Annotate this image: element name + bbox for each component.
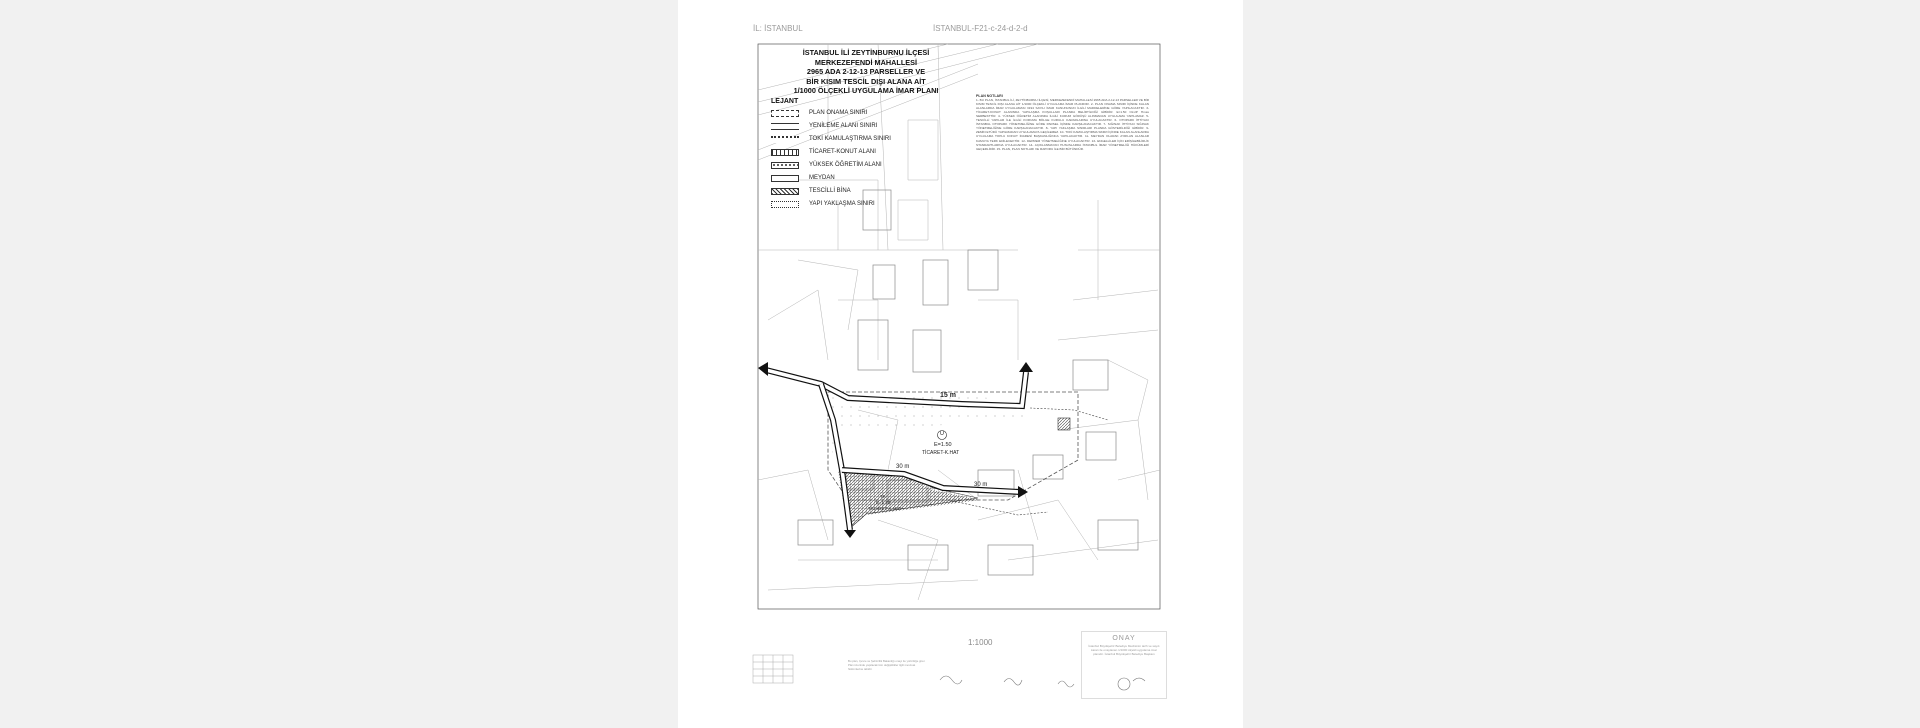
title-line: 1/1000 ÖLÇEKLİ UYGULAMA İMAR PLANI bbox=[793, 86, 939, 95]
lower-zone-symbol: TK bbox=[880, 494, 886, 499]
legend-item bbox=[771, 160, 882, 170]
renewal-boundary-icon bbox=[771, 123, 799, 130]
legend-item bbox=[771, 173, 835, 183]
title-line: 2965 ADA 2-12-13 PARSELLER VE bbox=[806, 67, 926, 76]
legend-title: LEJANT bbox=[771, 98, 799, 105]
legend-label: YENİLEME ALANI SINIRI bbox=[809, 123, 878, 129]
legend-item bbox=[771, 108, 867, 118]
legend-label: TOKİ KAMULAŞTIRMA SINIRI bbox=[809, 136, 891, 142]
plan-notes-body: 1- BU PLAN, İSTANBUL İLİ, ZEYTİNBURNU İLÇESİ, MERKEZEFENDİ MAHALLESİ 2965 ADA 2-12-13 PARSELLER VE BİR KISIM TESCİL DIŞI ALANA AİT 1/1000 ÖLÇEKLİ UYGULAMA İMAR PLANIDIR. 2- PLAN ONAMA SINIRI İÇİNDE KALAN ALANLARDA İMAR UYGULAMASI 3194 SAYILI İMAR KANUNUNUN İLGİLİ MADDELERİNE GÖRE YAPILACAKTIR. 3- TİCARET-KONUT ALANINDA YAPILAŞMA KOŞULLARI PLANDA BELİRTİLDİĞİ GİBİDİR. E=1.50 OLUP Hmax SERBESTTİR. 4- YÜKSEK ÖĞRETİM ALANINDA İLGİLİ KURUM GÖRÜŞÜ ALINMADAN UYGULAMA YAPILAMAZ. 5- TESCİLLİ YAPILAR İLE İLGİLİ KORUMA BÖLGE KURULU KARARLARINA UYULACAKTIR. 6- OTOPARK İHTİYACI İSTANBUL OTOPARK YÖNETMELİĞİNE GÖRE PARSEL İÇİNDE KARŞILANACAKTIR. 7- SIĞINAK İHTİYACI SIĞINAK YÖNETMELİĞİNE GÖRE KARŞILANACAKTIR. 8- YAPI YAKLAŞMA SINIRLARI PLANDA GÖSTERİLDİĞİ GİBİDİR. 9- ZEMİN ETÜDÜ YAPILMADAN UYGULAMAYA GEÇİLEMEZ. 10- TOKİ KAMULAŞTIRMA SINIRI İÇİNDE KALAN ALANLARDA UYGULAMA TOPLU KONUT İDARESİ BAŞKANLIĞINCA YAPILACAKTIR. 11- MEYDAN OLARAK AYRILAN ALANLAR KAMUYA TERK EDİLECEKTİR. 12- DEPREM YÖNETMELİĞİNE UYULACAKTIR. 13- ENGELLİLER İÇİN ERİŞİLEBİLİRLİK STANDARTLARINA UYULACAKTIR. 14- AÇIKLANMAYAN HUSUSLARDA İSTANBUL İMAR YÖNETMELİĞİ HÜKÜMLERİ GEÇERLİDİR. 15- PLAN, PLAN NOTLARI VE RAPORU İLE BİR BÜTÜNDÜR. bbox=[976, 98, 1149, 151]
road-width-label: 30 m bbox=[896, 464, 910, 470]
legend-label: YAPI YAKLAŞMA SINIRI bbox=[809, 201, 875, 207]
title-line: MERKEZEFENDİ MAHALLESİ bbox=[814, 57, 918, 67]
lower-zone-far: E=1.50 bbox=[876, 500, 891, 505]
title-line: İSTANBUL İLİ ZEYTİNBURNU İLÇESİ bbox=[802, 48, 930, 57]
sheet-number: İSTANBUL-F21-c-24-d-2-d bbox=[933, 24, 1028, 33]
legend-label: TESCİLLİ BİNA bbox=[809, 188, 851, 194]
zone-use-label: TİCARET-K.HAT bbox=[922, 450, 960, 456]
registered-building-icon bbox=[771, 188, 799, 195]
notice-text: Bu plan, Çevre ve Şehircilik Bakanlığı onayı ile yürürlüğe girer. Plan üzerinde yapılacak tüm değişiklikler ilgili mevzuat hükümlerine tabidir. bbox=[848, 659, 926, 671]
building-setback-icon bbox=[771, 201, 799, 208]
higher-education-icon bbox=[771, 162, 799, 169]
province-label: İL: İSTANBUL bbox=[753, 24, 803, 33]
scale-label: 1:1000 bbox=[968, 638, 993, 647]
commercial-residential-icon bbox=[771, 149, 799, 156]
legend-item bbox=[771, 147, 876, 157]
square-icon bbox=[771, 175, 799, 182]
legend-item bbox=[771, 134, 891, 144]
coordinate-grid-thumb bbox=[753, 655, 793, 683]
legend-label: TİCARET-KONUT ALANI bbox=[809, 149, 876, 155]
expropriation-boundary-icon bbox=[771, 136, 799, 143]
zone-symbol-label: Ü bbox=[940, 431, 944, 437]
plan-notes bbox=[976, 94, 1149, 151]
approval-text: İstanbul Büyükşehir Belediye Meclisinin tarih ve sayılı kararı ile onaylanan 1/1000 ölçekli uygulama imar planıdır. İstanbul Büyükşehir Belediye Başkanı bbox=[1088, 644, 1160, 656]
legend-label: PLAN ONAMA SINIRI bbox=[809, 110, 868, 116]
road-width-label: 15 m bbox=[940, 392, 956, 399]
approval-box bbox=[1081, 631, 1167, 699]
zone-far-label: E=1.50 bbox=[934, 442, 952, 448]
plan-map bbox=[678, 0, 1243, 728]
lower-zone-use: TİCARET-K.HAT bbox=[868, 506, 902, 511]
title-line: BİR KISIM TESCİL DIŞI ALANA AİT bbox=[806, 76, 926, 86]
plan-boundary-icon bbox=[771, 110, 799, 117]
legend-label: MEYDAN bbox=[809, 175, 835, 181]
registered-building bbox=[1058, 418, 1070, 430]
legend-label: YÜKSEK ÖĞRETİM ALANI bbox=[809, 162, 882, 168]
plan-sheet bbox=[678, 0, 1243, 728]
legend-item bbox=[771, 121, 877, 131]
approval-title: ONAY bbox=[1112, 635, 1136, 642]
legend-item bbox=[771, 186, 851, 196]
legend-item bbox=[771, 199, 875, 209]
plan-notes-title: PLAN NOTLARI bbox=[976, 94, 1003, 98]
road-width-label: 30 m bbox=[974, 482, 988, 488]
plan-title bbox=[766, 48, 966, 96]
